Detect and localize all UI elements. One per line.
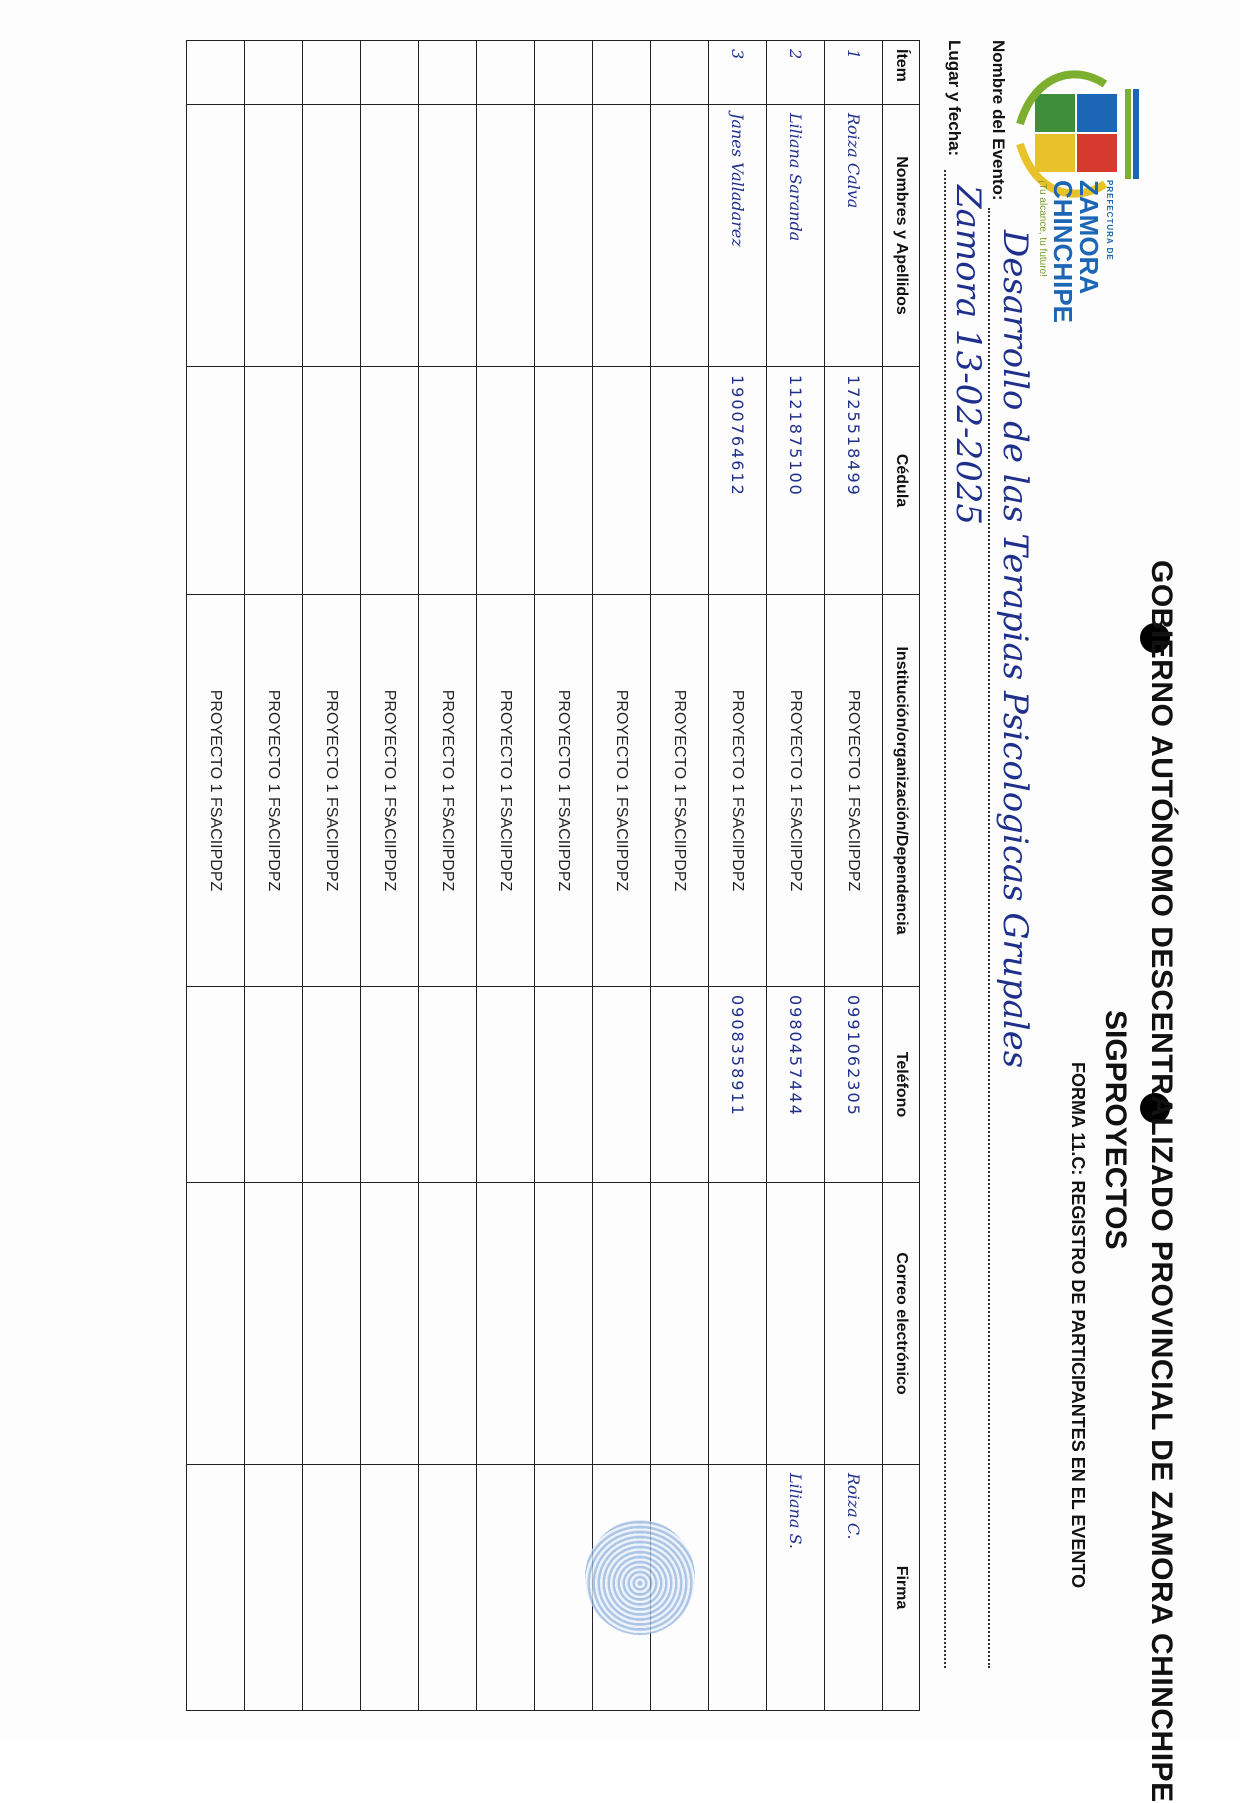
cell-id: 1725518499 bbox=[825, 367, 883, 595]
cell-id: 1121875100 bbox=[767, 367, 825, 595]
cell-institution: PROYECTO 1 FSACIIPDPZ bbox=[651, 595, 709, 987]
cell-institution: PROYECTO 1 FSACIIPDPZ bbox=[303, 595, 361, 987]
cell-names bbox=[187, 105, 245, 367]
cell-phone bbox=[593, 987, 651, 1183]
cell-phone bbox=[651, 987, 709, 1183]
cell-phone bbox=[477, 987, 535, 1183]
cell-phone bbox=[245, 987, 303, 1183]
cell-institution: PROYECTO 1 FSACIIPDPZ bbox=[825, 595, 883, 987]
cell-names bbox=[535, 105, 593, 367]
table-row bbox=[767, 41, 825, 1711]
cell-institution: PROYECTO 1 FSACIIPDPZ bbox=[767, 595, 825, 987]
cell-phone bbox=[535, 987, 593, 1183]
cell-institution: PROYECTO 1 FSACIIPDPZ bbox=[245, 595, 303, 987]
event-name-line bbox=[988, 208, 990, 1668]
cell-id bbox=[303, 367, 361, 595]
cell-email bbox=[825, 1183, 883, 1465]
header-item: Ítem bbox=[883, 41, 920, 105]
cell-signature bbox=[303, 1465, 361, 1711]
cell-email bbox=[767, 1183, 825, 1465]
cell-names bbox=[419, 105, 477, 367]
cell-institution: PROYECTO 1 FSACIIPDPZ bbox=[187, 595, 245, 987]
header-phone: Teléfono bbox=[883, 987, 920, 1183]
cell-item bbox=[245, 41, 303, 105]
cell-signature bbox=[419, 1465, 477, 1711]
cell-phone bbox=[361, 987, 419, 1183]
event-place-line bbox=[944, 170, 946, 1668]
cell-institution: PROYECTO 1 FSACIIPDPZ bbox=[477, 595, 535, 987]
header-institution: Institución/organización/Dependencia bbox=[883, 595, 920, 987]
cell-phone bbox=[187, 987, 245, 1183]
cell-signature bbox=[709, 1465, 767, 1711]
cell-item bbox=[651, 41, 709, 105]
cell-phone bbox=[303, 987, 361, 1183]
cell-names: Roiza Calva bbox=[825, 105, 883, 367]
cell-signature bbox=[187, 1465, 245, 1711]
cell-email bbox=[477, 1183, 535, 1465]
cell-item bbox=[419, 41, 477, 105]
cell-signature: Roiza C. bbox=[825, 1465, 883, 1711]
cell-item: 1 bbox=[825, 41, 883, 105]
cell-institution: PROYECTO 1 FSACIIPDPZ bbox=[361, 595, 419, 987]
cell-signature bbox=[477, 1465, 535, 1711]
table-row bbox=[709, 41, 767, 1711]
table-row bbox=[593, 41, 651, 1711]
table-row bbox=[825, 41, 883, 1711]
cell-email bbox=[709, 1183, 767, 1465]
cell-names: Liliana Saranda bbox=[767, 105, 825, 367]
cell-institution: PROYECTO 1 FSACIIPDPZ bbox=[709, 595, 767, 987]
page-title: GOBIERNO AUTÓNOMO DESCENTRALIZADO PROVINCIAL DE ZAMORA CHINCHIPE bbox=[1145, 560, 1178, 1803]
header-email: Correo electrónico bbox=[883, 1183, 920, 1465]
logo-prefix: PREFECTURA DE bbox=[1105, 180, 1114, 261]
cell-item: 2 bbox=[767, 41, 825, 105]
event-place-value: Zamora 13-02-2025 bbox=[948, 185, 988, 525]
cell-phone: 0908358911 bbox=[709, 987, 767, 1183]
cell-email bbox=[245, 1183, 303, 1465]
cell-names bbox=[361, 105, 419, 367]
fingerprint-mark bbox=[585, 1520, 695, 1635]
cell-signature bbox=[361, 1465, 419, 1711]
cell-email bbox=[303, 1183, 361, 1465]
cell-id bbox=[477, 367, 535, 595]
cell-item bbox=[477, 41, 535, 105]
table-row bbox=[361, 41, 419, 1711]
cell-item: 3 bbox=[709, 41, 767, 105]
header-signature: Firma bbox=[883, 1465, 920, 1711]
table-row bbox=[535, 41, 593, 1711]
table-row bbox=[477, 41, 535, 1711]
cell-id bbox=[651, 367, 709, 595]
cell-id: 1900764612 bbox=[709, 367, 767, 595]
cell-names bbox=[593, 105, 651, 367]
form-title: FORMA 11.C: REGISTRO DE PARTICIPANTES EN EL EVENTO bbox=[1068, 1062, 1088, 1589]
table-header-row bbox=[883, 41, 920, 1711]
table-row bbox=[245, 41, 303, 1711]
cell-signature bbox=[245, 1465, 303, 1711]
cell-id bbox=[593, 367, 651, 595]
event-place-label: Lugar y fecha: bbox=[945, 40, 964, 157]
table-row bbox=[187, 41, 245, 1711]
cell-email bbox=[651, 1183, 709, 1465]
participants-table bbox=[186, 40, 920, 1711]
cell-phone bbox=[419, 987, 477, 1183]
cell-item bbox=[593, 41, 651, 105]
cell-signature: Liliana S. bbox=[767, 1465, 825, 1711]
cell-email bbox=[361, 1183, 419, 1465]
logo-tagline: ¡Tu alcance, tu futuro! bbox=[1037, 180, 1048, 277]
cell-names bbox=[651, 105, 709, 367]
cell-names bbox=[303, 105, 361, 367]
cell-id bbox=[361, 367, 419, 595]
cell-phone: 0980457444 bbox=[767, 987, 825, 1183]
header-names: Nombres y Apellidos bbox=[883, 105, 920, 367]
header-id: Cédula bbox=[883, 367, 920, 595]
cell-email bbox=[187, 1183, 245, 1465]
cell-phone: 0991062305 bbox=[825, 987, 883, 1183]
cell-id bbox=[535, 367, 593, 595]
cell-email bbox=[535, 1183, 593, 1465]
page-subtitle: SIGPROYECTOS bbox=[1099, 1010, 1132, 1250]
table-row bbox=[419, 41, 477, 1711]
cell-email bbox=[419, 1183, 477, 1465]
cell-item bbox=[535, 41, 593, 105]
cell-names bbox=[245, 105, 303, 367]
cell-names: Janes Valladarez bbox=[709, 105, 767, 367]
event-name-label: Nombre del Evento: bbox=[989, 40, 1008, 201]
cell-signature bbox=[535, 1465, 593, 1711]
cell-item bbox=[303, 41, 361, 105]
cell-id bbox=[419, 367, 477, 595]
event-name-value: Desarrollo de las Terapias Psicologicas Grupales bbox=[995, 230, 1035, 1069]
table-row bbox=[651, 41, 709, 1711]
cell-institution: PROYECTO 1 FSACIIPDPZ bbox=[419, 595, 477, 987]
cell-id bbox=[245, 367, 303, 595]
logo-text-zamora: ZAMORA bbox=[1074, 180, 1104, 295]
table-row bbox=[303, 41, 361, 1711]
cell-item bbox=[361, 41, 419, 105]
cell-institution: PROYECTO 1 FSACIIPDPZ bbox=[535, 595, 593, 987]
cell-names bbox=[477, 105, 535, 367]
cell-id bbox=[187, 367, 245, 595]
cell-institution: PROYECTO 1 FSACIIPDPZ bbox=[593, 595, 651, 987]
cell-item bbox=[187, 41, 245, 105]
logo-text-chinchipe: CHINCHIPE bbox=[1048, 180, 1078, 324]
cell-email bbox=[593, 1183, 651, 1465]
